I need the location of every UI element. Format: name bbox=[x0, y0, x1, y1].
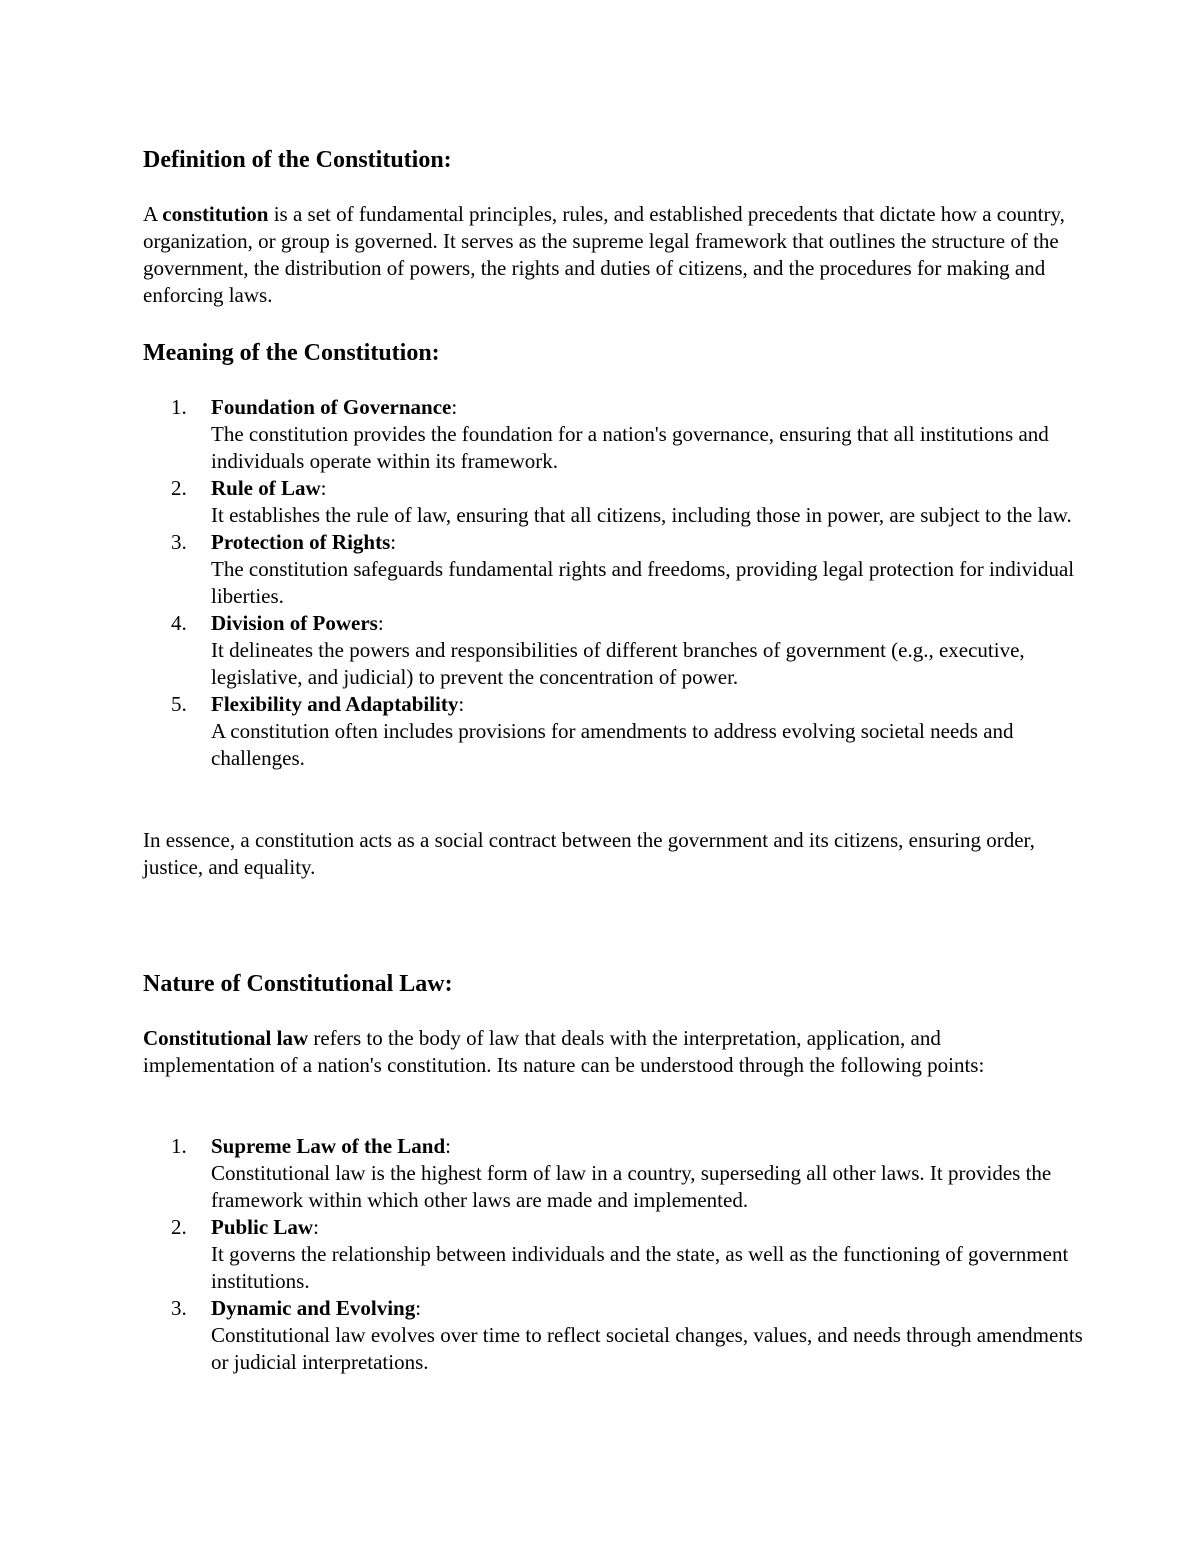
list-number: 2. bbox=[171, 1215, 187, 1239]
list-item-colon: : bbox=[458, 692, 465, 716]
list-item-colon: : bbox=[451, 395, 458, 419]
heading-nature: Nature of Constitutional Law: bbox=[143, 971, 453, 997]
list-item-term: Supreme Law of the Land bbox=[211, 1134, 446, 1158]
definition-paragraph bbox=[143, 201, 1073, 309]
list-number: 2. bbox=[171, 476, 187, 500]
definition-term: constitution bbox=[162, 202, 269, 226]
list-item-colon: : bbox=[390, 530, 397, 554]
definition-text: is a set of fundamental principles, rules, and established precedents that dictate how a country, organization, or group is governed. It serves as the supreme legal framework that outlines the structure of the government, the distribution of powers, the rights and duties of citizens, and the procedures for making and enforcing laws. bbox=[143, 202, 1065, 307]
list-item-term: Protection of Rights bbox=[211, 530, 391, 554]
list-item-term: Dynamic and Evolving bbox=[211, 1296, 416, 1320]
heading-definition: Definition of the Constitution: bbox=[143, 147, 452, 173]
meaning-list-item bbox=[143, 394, 1083, 475]
list-item-colon: : bbox=[313, 1215, 319, 1239]
nature-paragraph bbox=[143, 1025, 1073, 1079]
list-item-description: The constitution provides the foundation for a nation's governance, ensuring that all institutions and individuals operate within its framework. bbox=[211, 422, 1049, 473]
list-number: 5. bbox=[171, 692, 187, 716]
list-number: 4. bbox=[171, 611, 187, 635]
list-item-term: Foundation of Governance bbox=[211, 395, 452, 419]
list-item-description: A constitution often includes provisions for amendments to address evolving societal needs and challenges. bbox=[211, 719, 1014, 770]
list-item-term: Division of Powers bbox=[211, 611, 378, 635]
definition-lead: A bbox=[143, 202, 163, 226]
list-item-description: It establishes the rule of law, ensuring that all citizens, including those in power, are subject to the law. bbox=[211, 503, 1072, 527]
list-number: 1. bbox=[171, 1134, 187, 1158]
list-number: 1. bbox=[171, 395, 187, 419]
nature-list-item bbox=[143, 1214, 1083, 1295]
list-item-colon: : bbox=[320, 476, 327, 500]
list-item-description: It delineates the powers and responsibilities of different branches of government (e.g., executive, legislative, and judicial) to prevent the concentration of power. bbox=[211, 638, 1025, 689]
list-item-term: Public Law bbox=[211, 1215, 314, 1239]
nature-term: Constitutional law bbox=[143, 1026, 309, 1050]
nature-list-item bbox=[143, 1133, 1083, 1214]
list-item-description: Constitutional law evolves over time to reflect societal changes, values, and needs through amendments or judicial interpretations. bbox=[211, 1323, 1083, 1374]
heading-meaning: Meaning of the Constitution: bbox=[143, 340, 440, 366]
list-item-description: It governs the relationship between individuals and the state, as well as the functioning of government institutions. bbox=[211, 1242, 1069, 1293]
nature-list-item bbox=[143, 1295, 1083, 1376]
list-number: 3. bbox=[171, 530, 187, 554]
list-item-description: Constitutional law is the highest form of law in a country, superseding all other laws. It provides the framework within which other laws are made and implemented. bbox=[211, 1161, 1052, 1212]
nature-text: refers to the body of law that deals with the interpretation, application, and implementation of a nation's constitution. Its nature can be understood through the following points: bbox=[143, 1026, 985, 1077]
list-item-colon: : bbox=[445, 1134, 451, 1158]
meaning-list-item bbox=[143, 610, 1083, 691]
meaning-list bbox=[143, 394, 1083, 772]
meaning-list-item bbox=[143, 529, 1083, 610]
list-item-colon: : bbox=[415, 1296, 422, 1320]
list-item-description: The constitution safeguards fundamental rights and freedoms, providing legal protection for individual liberties. bbox=[211, 557, 1075, 608]
list-number: 3. bbox=[171, 1296, 187, 1320]
closing-paragraph: In essence, a constitution acts as a social contract between the government and its citizens, ensuring order, justice, and equality. bbox=[143, 828, 1035, 879]
list-item-term: Flexibility and Adaptability bbox=[211, 692, 459, 716]
nature-list bbox=[143, 1133, 1083, 1376]
list-item-colon: : bbox=[377, 611, 384, 635]
list-item-term: Rule of Law bbox=[211, 476, 321, 500]
meaning-list-item bbox=[143, 475, 1083, 529]
meaning-list-item bbox=[143, 691, 1083, 772]
